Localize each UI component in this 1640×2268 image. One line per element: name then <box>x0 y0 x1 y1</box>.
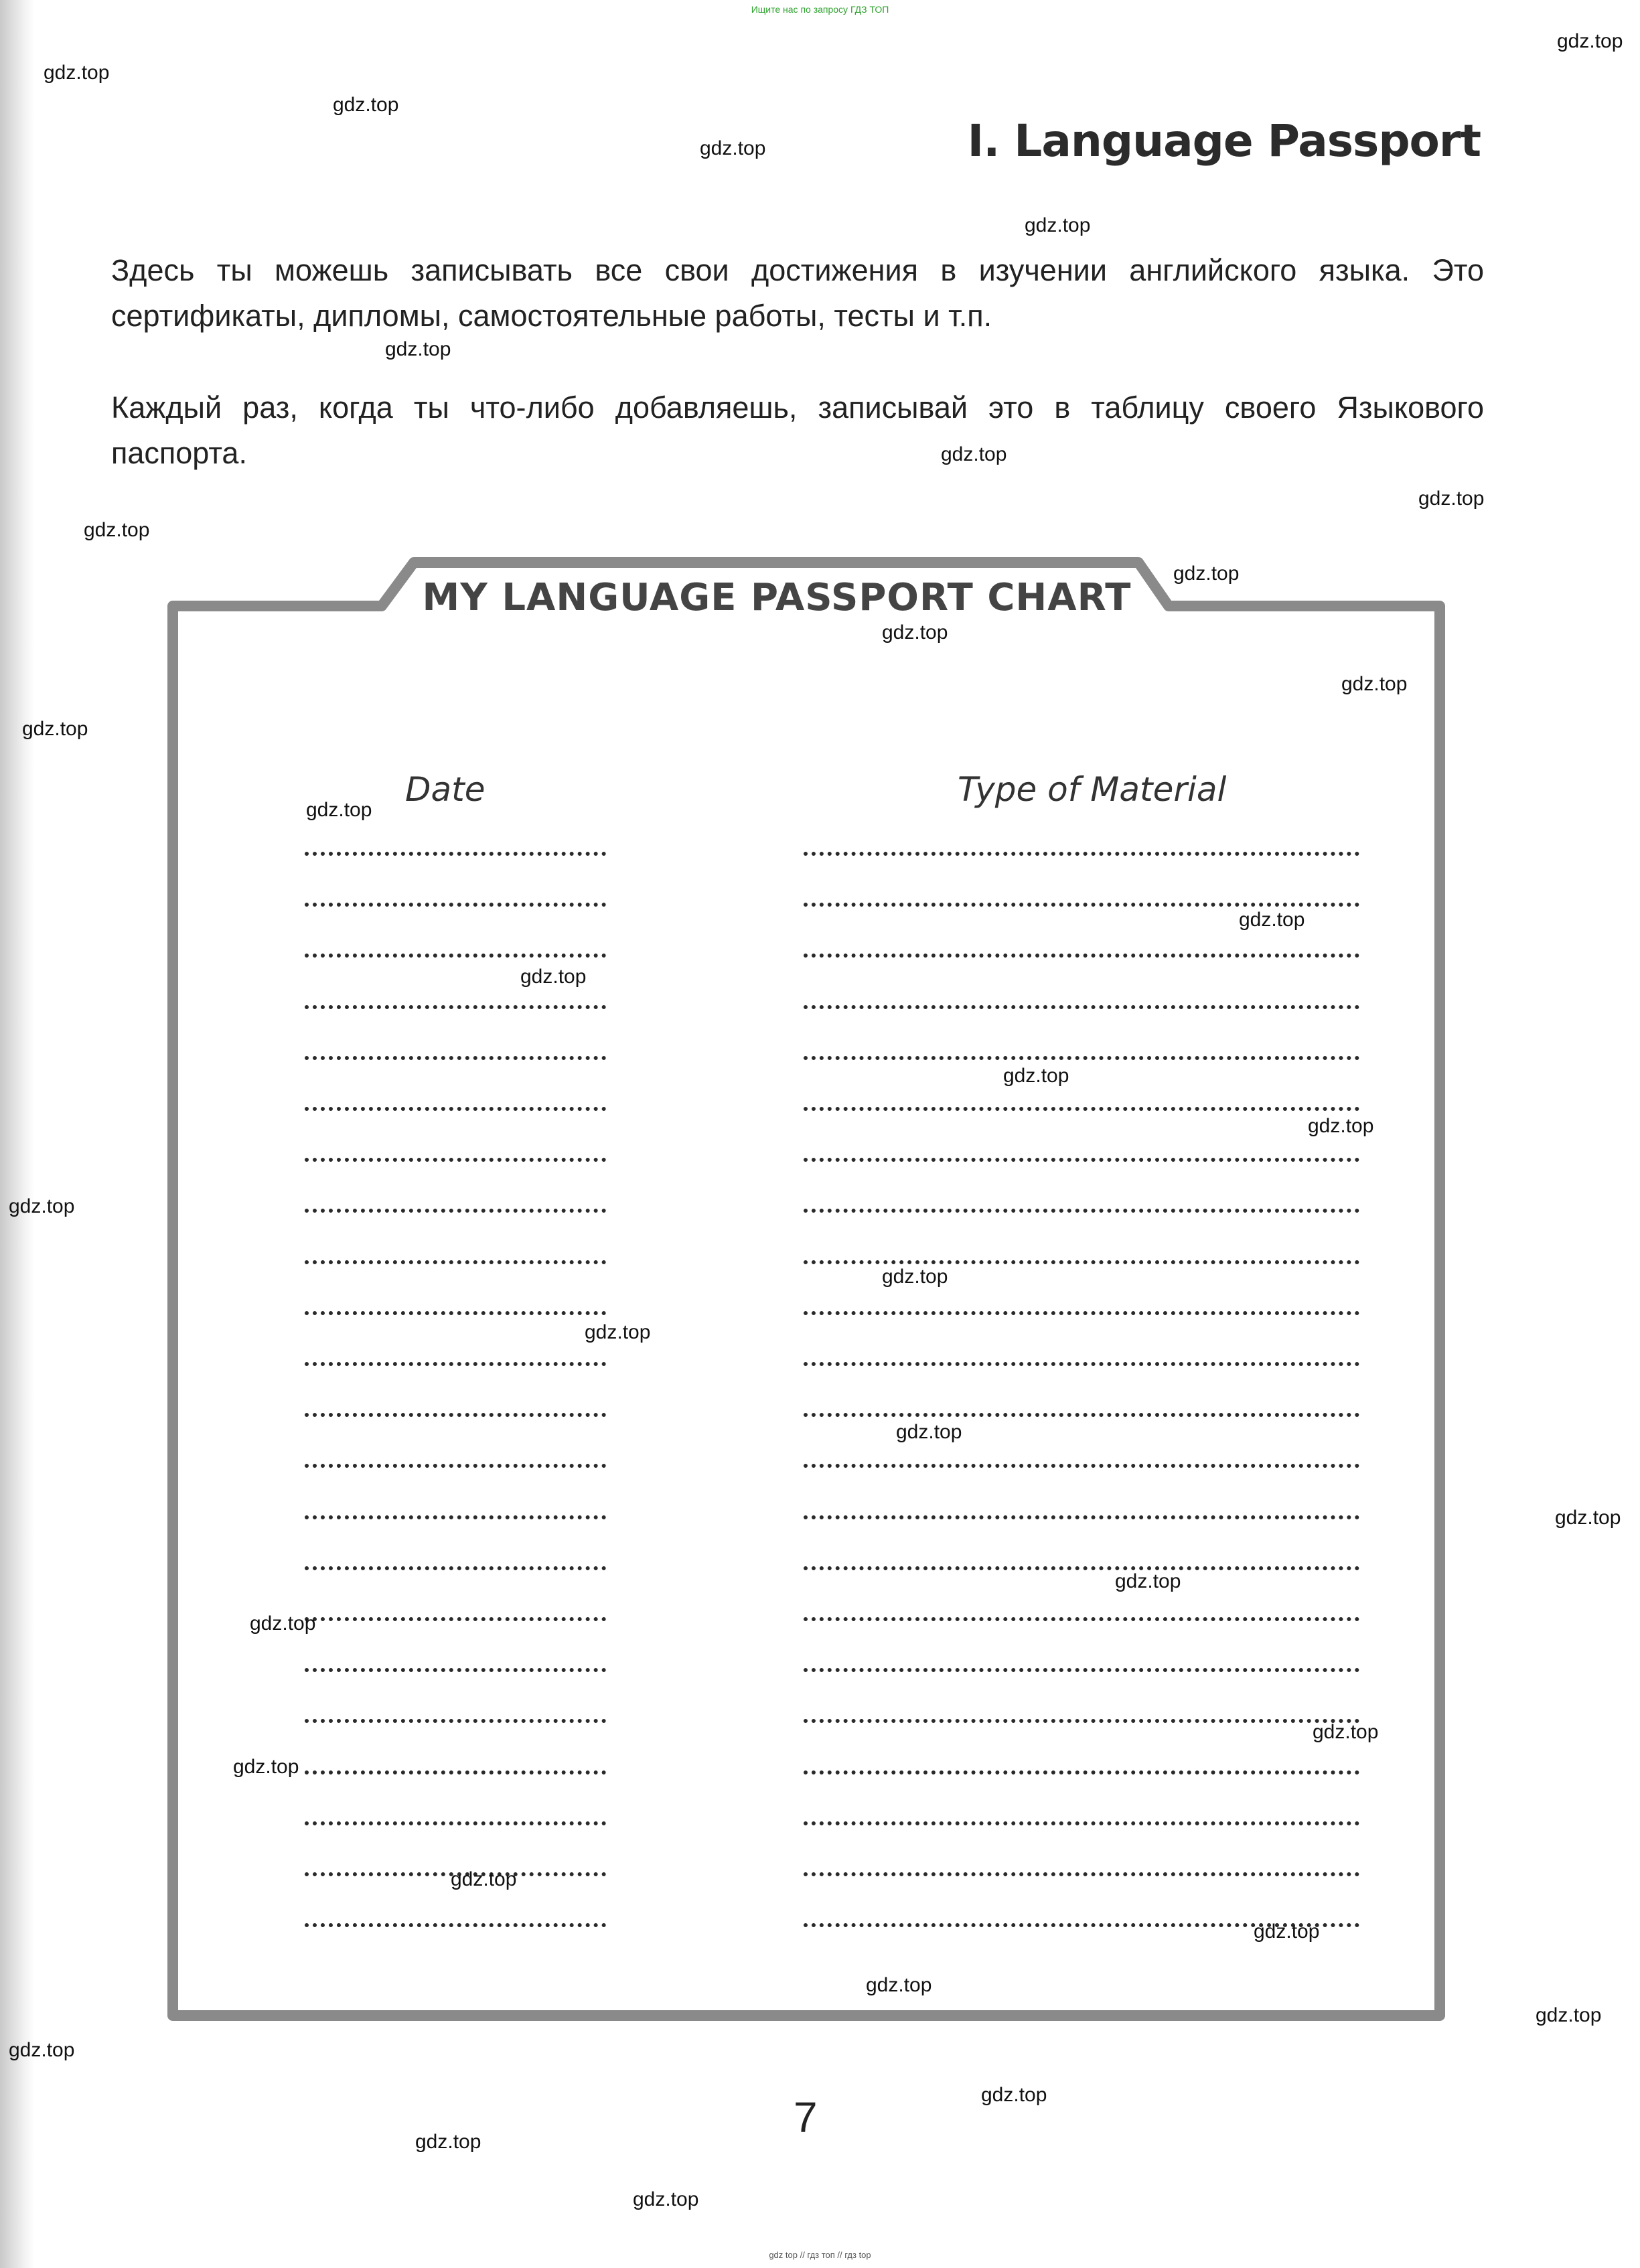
date-entry-line[interactable] <box>305 845 606 856</box>
watermark: gdz.top <box>1555 1507 1621 1529</box>
date-entry-line[interactable] <box>305 1712 606 1723</box>
material-entry-line[interactable] <box>804 896 1359 907</box>
watermark: gdz.top <box>306 799 372 821</box>
watermark: gdz.top <box>1025 214 1091 236</box>
date-entry-line[interactable] <box>305 1457 606 1468</box>
date-column-header: Date <box>405 770 486 809</box>
date-entry-line[interactable] <box>305 1202 606 1213</box>
date-entry-line[interactable] <box>305 1254 606 1264</box>
watermark: gdz.top <box>250 1612 316 1635</box>
material-entry-line[interactable] <box>804 947 1359 958</box>
watermark: gdz.top <box>882 621 948 644</box>
watermark: gdz.top <box>633 2188 699 2210</box>
watermark: gdz.top <box>22 718 88 740</box>
watermark: gdz.top <box>1536 2004 1602 2026</box>
date-entry-line[interactable] <box>305 1355 606 1366</box>
material-entry-line[interactable] <box>804 1560 1359 1570</box>
date-entry-line[interactable] <box>305 1509 606 1519</box>
watermark: gdz.top <box>1313 1721 1379 1743</box>
date-entry-line[interactable] <box>305 896 606 907</box>
watermark: gdz.top <box>84 519 150 541</box>
material-entry-line[interactable] <box>804 1610 1359 1621</box>
date-entry-line[interactable] <box>305 1764 606 1774</box>
watermark: gdz.top <box>700 137 766 159</box>
date-entry-line[interactable] <box>305 1151 606 1162</box>
material-entry-line[interactable] <box>804 1509 1359 1519</box>
watermark: gdz.top <box>44 62 110 84</box>
top-banner[interactable]: Ищите нас по запросу ГДЗ ТОП <box>751 4 889 15</box>
material-entry-line[interactable] <box>804 1661 1359 1672</box>
watermark: gdz.top <box>981 2084 1047 2106</box>
intro-paragraph-2: Каждый раз, когда ты что-либо добавляешь, записывай это в таблицу своего Языкового паспорта. <box>111 390 1484 470</box>
date-entry-line[interactable] <box>305 1304 606 1315</box>
watermark: gdz.top <box>585 1321 651 1343</box>
watermark: gdz.top <box>333 94 399 116</box>
date-entry-line[interactable] <box>305 1815 606 1825</box>
material-entry-line[interactable] <box>804 1254 1359 1264</box>
material-entry-line[interactable] <box>804 1406 1359 1417</box>
date-entry-line[interactable] <box>305 1661 606 1672</box>
material-entry-line[interactable] <box>804 1764 1359 1774</box>
material-entry-line[interactable] <box>804 1866 1359 1876</box>
watermark: gdz.top <box>1115 1570 1181 1592</box>
folder-outline <box>173 562 1440 2016</box>
watermark: gdz.top <box>1173 562 1240 585</box>
watermark: gdz.top <box>882 1266 948 1288</box>
material-entry-line[interactable] <box>804 1355 1359 1366</box>
watermark: gdz.top <box>1418 487 1485 510</box>
date-entry-line[interactable] <box>305 998 606 1009</box>
watermark: gdz.top <box>520 966 587 988</box>
material-entry-line[interactable] <box>804 845 1359 856</box>
watermark: gdz.top <box>896 1421 962 1443</box>
intro-paragraph-1: Здесь ты можешь записывать все свои достижения в изучении английского языка. Это сертификаты, дипломы, самостоятельные работы, тесты и т.п. <box>111 253 1484 333</box>
material-entry-line[interactable] <box>804 1151 1359 1162</box>
material-entry-line[interactable] <box>804 1457 1359 1468</box>
section-title: I. Language Passport <box>967 115 1481 167</box>
material-entry-line[interactable] <box>804 1202 1359 1213</box>
watermark: gdz.top <box>233 1756 299 1778</box>
date-entry-line[interactable] <box>305 1560 606 1570</box>
watermark: gdz.top <box>866 1974 932 1996</box>
watermark: gdz.top <box>1341 673 1408 695</box>
material-entry-line[interactable] <box>804 1304 1359 1315</box>
type-of-material-column-header: Type of Material <box>958 770 1227 809</box>
watermark: gdz.top <box>415 2131 481 2153</box>
watermark: gdz.top <box>1308 1115 1374 1137</box>
material-entry-line[interactable] <box>804 1100 1359 1111</box>
watermark: gdz.top <box>9 1195 75 1217</box>
material-entry-line[interactable] <box>804 998 1359 1009</box>
date-entry-line[interactable] <box>305 1100 606 1111</box>
watermark: gdz.top <box>1557 30 1623 52</box>
material-entry-line[interactable] <box>804 1049 1359 1060</box>
date-entry-line[interactable] <box>305 947 606 958</box>
watermark: gdz.top <box>1239 909 1305 931</box>
page-number: 7 <box>794 2093 818 2141</box>
date-entry-line[interactable] <box>305 1406 606 1417</box>
watermark: gdz.top <box>9 2039 75 2061</box>
watermark: gdz.top <box>1254 1920 1320 1943</box>
date-entry-line[interactable] <box>305 1610 606 1621</box>
watermark: gdz.top <box>451 1868 517 1890</box>
watermark: gdz.top <box>1003 1065 1069 1087</box>
watermark: gdz.top <box>941 443 1007 465</box>
chart-title: MY LANGUAGE PASSPORT CHART <box>422 576 1132 619</box>
bottom-banner[interactable]: gdz top // гдз топ // гдз top <box>769 2250 871 2260</box>
watermark: gdz.top <box>385 338 451 360</box>
date-entry-line[interactable] <box>305 1049 606 1060</box>
material-entry-line[interactable] <box>804 1815 1359 1825</box>
material-entry-line[interactable] <box>804 1712 1359 1723</box>
date-entry-line[interactable] <box>305 1916 606 1927</box>
